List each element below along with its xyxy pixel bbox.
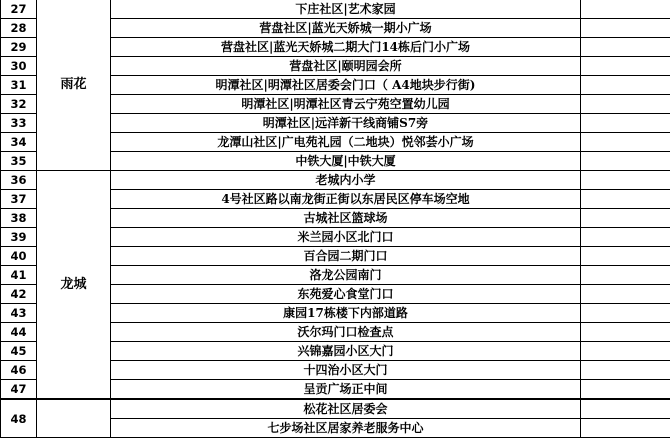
row-number: 41 (1, 266, 37, 285)
blank-cell (581, 171, 670, 190)
row-number: 29 (1, 38, 37, 57)
site-name-cell: 东苑爱心食堂门口 (111, 285, 581, 304)
row-number: 28 (1, 19, 37, 38)
blank-cell (581, 228, 670, 247)
row-number: 38 (1, 209, 37, 228)
site-name-cell: 老城内小学 (111, 171, 581, 190)
table-row (1, 399, 670, 419)
row-number: 40 (1, 247, 37, 266)
blank-cell (581, 133, 670, 152)
site-name-cell: 营盘社区|颐明园会所 (111, 57, 581, 76)
blank-cell (581, 152, 670, 171)
row-number: 33 (1, 114, 37, 133)
blank-cell (581, 190, 670, 209)
site-name-cell: 中铁大厦|中铁大厦 (111, 152, 581, 171)
row-number: 44 (1, 323, 37, 342)
row-number: 34 (1, 133, 37, 152)
site-name-cell: 古城社区篮球场 (111, 209, 581, 228)
site-name-cell: 营盘社区|蓝光天娇城一期小广场 (111, 19, 581, 38)
row-number: 37 (1, 190, 37, 209)
site-name-cell: 明潭社区|明潭社区青云宁苑空置幼儿园 (111, 95, 581, 114)
row-number: 39 (1, 228, 37, 247)
row-number: 47 (1, 380, 37, 400)
table-row (1, 0, 670, 19)
site-name-cell: 营盘社区|蓝光天娇城二期大门14栋后门小广场 (111, 38, 581, 57)
blank-cell (581, 266, 670, 285)
blank-cell (581, 361, 670, 380)
row-number: 46 (1, 361, 37, 380)
site-name-cell: 下庄社区|艺术家园 (111, 0, 581, 19)
blank-cell (581, 247, 670, 266)
site-name-cell: 沃尔玛门口检查点 (111, 323, 581, 342)
blank-cell (581, 38, 670, 57)
table-body (1, 0, 670, 438)
site-name-cell: 龙潭山社区|广电苑礼园（二地块）悦邻荟小广场 (111, 133, 581, 152)
site-name-cell: 百合园二期门口 (111, 247, 581, 266)
row-number: 35 (1, 152, 37, 171)
blank-cell (581, 114, 670, 133)
row-number: 43 (1, 304, 37, 323)
district-cell (37, 399, 111, 438)
district-cell: 龙城 (37, 171, 111, 400)
blank-cell (581, 380, 670, 400)
district-cell: 雨花 (37, 0, 111, 171)
row-number: 45 (1, 342, 37, 361)
site-name-cell: 洛龙公园南门 (111, 266, 581, 285)
site-name-cell: 明潭社区|明潭社区居委会门口（ A4地块步行街) (111, 76, 581, 95)
site-name-cell: 呈贡广场正中间 (111, 380, 581, 400)
blank-cell (581, 19, 670, 38)
row-number: 27 (1, 0, 37, 19)
blank-cell (581, 304, 670, 323)
blank-cell (581, 95, 670, 114)
row-number: 48 (1, 399, 37, 438)
blank-cell (581, 342, 670, 361)
table-row (1, 171, 670, 190)
site-name-cell: 十四治小区大门 (111, 361, 581, 380)
blank-cell (581, 76, 670, 95)
site-name-cell: 兴锦嘉园小区大门 (111, 342, 581, 361)
blank-cell (581, 285, 670, 304)
blank-cell (581, 399, 670, 419)
site-name-cell: 明潭社区|远洋新干线商铺S7旁 (111, 114, 581, 133)
row-number: 42 (1, 285, 37, 304)
blank-cell (581, 57, 670, 76)
row-number: 36 (1, 171, 37, 190)
row-number: 31 (1, 76, 37, 95)
blank-cell (581, 209, 670, 228)
site-name-cell: 七步场社区居家养老服务中心 (111, 419, 581, 438)
blank-cell (581, 323, 670, 342)
blank-cell (581, 0, 670, 19)
row-number: 30 (1, 57, 37, 76)
row-number: 32 (1, 95, 37, 114)
site-name-cell: 康园17栋楼下内部道路 (111, 304, 581, 323)
site-name-cell: 米兰园小区北门口 (111, 228, 581, 247)
site-name-cell: 松花社区居委会 (111, 399, 581, 419)
site-name-cell: 4号社区路以南龙街正街以东居民区停车场空地 (111, 190, 581, 209)
